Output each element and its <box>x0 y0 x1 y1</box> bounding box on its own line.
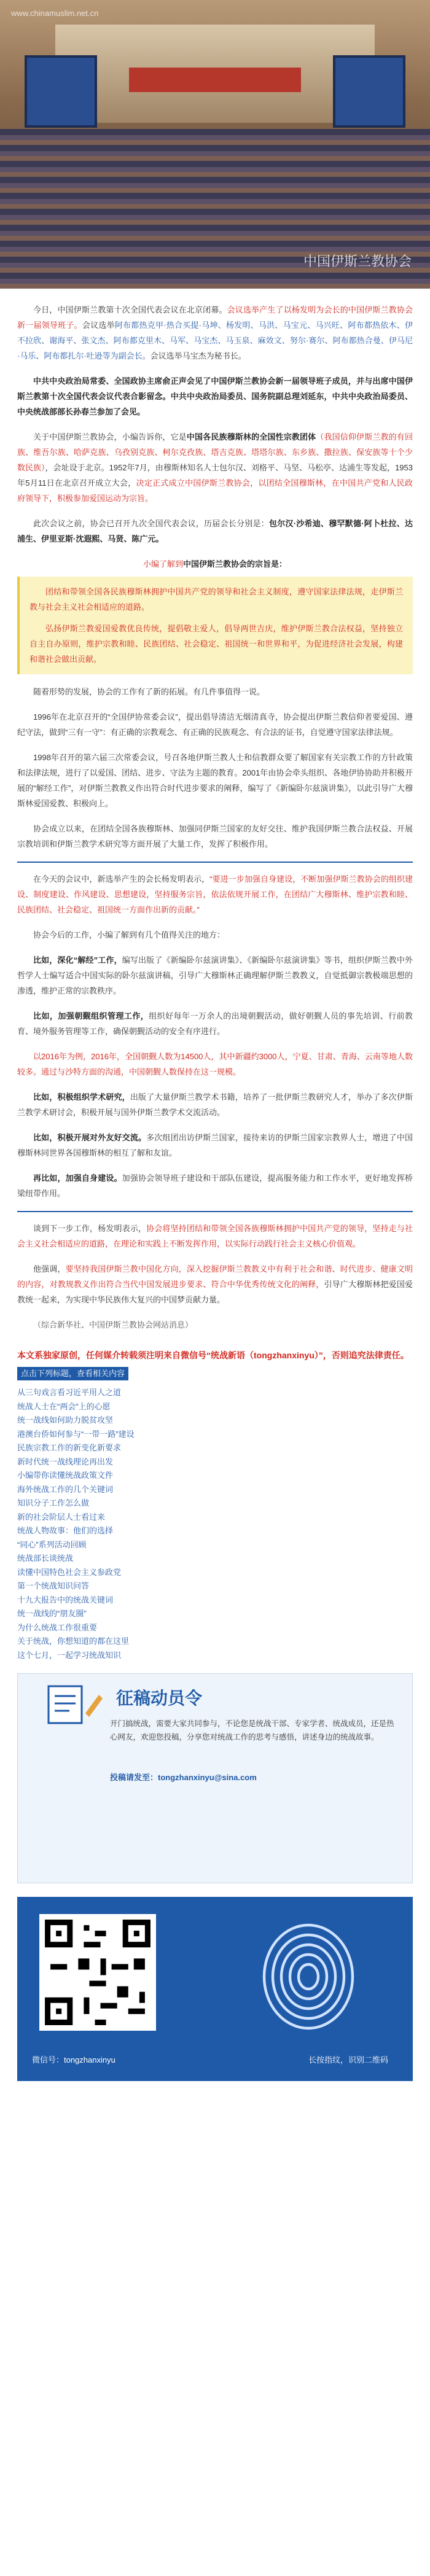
paragraph-red: 以2016年为例，2016年，全国朝觐人数为14500人，其中新疆约3000人，宁夏、甘肃、青海、云南等地人数较多。通过与沙特方面的沟通，中国朝觐人数保持在这一规模。 <box>17 1052 413 1076</box>
paragraph: 协会今后的工作，小编了解到有几个值得关注的地方： <box>33 930 225 940</box>
related-heading: 点击下列标题，查看相关内容 <box>17 1367 128 1380</box>
paragraph: 比如，积极组织学术研究，出版了大量伊斯兰教学术书籍，培养了一批伊斯兰教研究人才，举办了多次伊斯兰教学术研讨会，积极开展与国外伊斯兰教学术交流活动。 <box>17 1092 413 1117</box>
qr-code-icon[interactable] <box>39 1914 156 2031</box>
paragraph: 随着形势的发展，协会的工作有了新的拓展。有几件事值得一说。 <box>33 687 265 696</box>
paragraph: 关于中国伊斯兰教协会，小编告诉你，它是中国各民族穆斯林的全国性宗教团体（我国信仰伊斯兰教的有回族、维吾尔族、哈萨克族、乌孜别克族、柯尔克孜族、塔吉克族、塔塔尔族、东乡族、撒拉族、保安族等十个少数民族），会址设于北京。1952年7月，由穆斯林知名人士包尔汉、刘格平、马坚、马松亭、达浦生等发起，1953年5月11日在北京召开成立大会，决定正式成立中国伊斯兰教协会，以团结全国穆斯林，在中国共产党和人民政府领导下，积极参加爱国运动为宗旨。 <box>17 432 413 503</box>
section-heading: 小编了解到中国伊斯兰教协会的宗旨是： <box>143 559 287 569</box>
paragraph: 比如，积极开展对外友好交流。多次组团出访伊斯兰国家，接待来访的伊斯兰国家宗教界人士，增进了中国穆斯林同世界各国穆斯林的相互了解和友谊。 <box>17 1133 413 1158</box>
scan-hint: 长按指纹，识别二维码 <box>308 2055 388 2064</box>
related-link[interactable]: 知识分子工作怎么做 <box>17 1498 90 1508</box>
related-link[interactable]: 新时代统一战线理论再出发 <box>17 1457 114 1466</box>
card-body: 开门搞统战，需要大家共同参与，不论您是统战干部、专家学者、统战成员，还是热心网友，欢迎您投稿，分享您对统战工作的思考与感悟，讲述身边的统战故事。 <box>110 1719 394 1741</box>
copyright-notice: 本文系独家原创，任何媒介转载须注明来自微信号“统战新语（tongzhanxinyu）”，否则追究法律责任。 <box>17 1350 409 1360</box>
divider <box>17 1211 413 1212</box>
red-banner <box>129 68 301 92</box>
related-link[interactable]: “同心”系列活动回顾 <box>17 1539 87 1549</box>
related-link[interactable]: 从三句戏言看习近平用人之道 <box>17 1388 122 1397</box>
related-link[interactable]: 小编带你读懂统战政策文件 <box>17 1471 114 1480</box>
paragraph: 1996年在北京召开的“全国伊协常委会议”，提出倡导清洁无烟清真寺，协会提出伊斯兰教信仰者要爱国、遵纪守法，做到“三有一守”：有正确的宗教观念、有正确的民族观念、有合法的证书，自觉遵守国家法律法规。 <box>17 712 413 737</box>
related-link[interactable]: 关于统战，你想知道的都在这里 <box>17 1636 130 1646</box>
related-link[interactable]: 民族宗教工作的新变化新要求 <box>17 1443 122 1452</box>
related-link[interactable]: 统战人士在“两会”上的心愿 <box>17 1401 111 1411</box>
mission-text: 弘扬伊斯兰教爱国爱教优良传统，提倡敬主爱人，倡导两世吉庆，维护伊斯兰教合法权益，坚持独立自主自办原则，维护宗教和睦、民族团结、社会稳定、祖国统一和世界和平，为促进经济社会发展，构建和谐社会做出贡献。 <box>29 624 403 664</box>
paragraph: 他强调，要坚持我国伊斯兰教中国化方向，深入挖掘伊斯兰教教义中有利于社会和谐、时代进步、健康文明的内容，对教规教义作出符合当代中国发展进步要求、符合中华优秀传统文化的阐释，引导广大穆斯林把爱国爱教统一起来，为实现中华民族伟大复兴的中国梦贡献力量。 <box>17 1264 413 1304</box>
article-body <box>0 289 430 1662</box>
paragraph: 1998年召开的第六届三次常委会议，号召各地伊斯兰教人士和信教群众要了解国家有关宗教工作的方针政策和法律法规，进行了以爱国、团结、进步、守法为主题的教育。2001年由协会牵头组织、各地伊协协助并积极开展的“解经工作”，对伊斯兰教教义作出符合时代进步要求的阐释，编写了《新编卧尔兹演讲集》，以此引导广大穆斯林爱国爱教、积极向上。 <box>17 753 413 808</box>
paragraph: 今日，中国伊斯兰教第十次全国代表会议在北京闭幕。会议选举产生了以杨发明为会长的中国伊斯兰教协会新一届领导班子。会议选举阿布都热克甲·热合买提·马坤、杨发明、马洪、马宝元、马兴旺、阿布都热依木、伊不拉欣、谢海平、张文杰、阿布都克里木、马军、马宝杰、马玉泉、麻效文、努尔·赛尔、阿布都热合曼、伊马尼·马乐、阿布都扎尔·吐逊等为副会长。会议选举马宝杰为秘书长。 <box>17 305 413 360</box>
card-title: 征稿动员令 <box>116 1689 203 1708</box>
paragraph: 再比如，加强自身建设。加强协会领导班子建设和干部队伍建设，提高服务能力和工作水平，更好地发挥桥梁纽带作用。 <box>17 1173 413 1198</box>
photo-logo: 中国伊斯兰教协会 <box>303 254 412 270</box>
submission-email[interactable]: 投稿请发至：tongzhanxinyu@sina.com <box>110 1773 257 1782</box>
paragraph: 此次会议之前，协会已召开九次全国代表会议，历届会长分别是：包尔汉·沙希迪、穆罕默德·阿卜杜拉、达浦生、伊里亚斯·沈遐熙、马贤、陈广元。 <box>17 519 413 543</box>
paragraph: 谈到下一步工作，杨发明表示，协会将坚持团结和带领全国各族穆斯林拥护中国共产党的领导，坚持走与社会主义社会相适应的道路，在理论和实践上不断发挥作用，以实际行动践行社会主义核心价值观。 <box>17 1224 413 1248</box>
mission-box <box>17 577 413 674</box>
right-screen <box>333 55 405 128</box>
mission-text: 团结和带领全国各民族穆斯林拥护中国共产党的领导和社会主义制度，遵守国家法律法规，走伊斯兰教与社会主义社会相适应的道路。 <box>29 587 403 612</box>
call-for-papers-card <box>17 1673 413 1883</box>
related-link[interactable]: 读懂中国特色社会主义参政党 <box>17 1567 122 1577</box>
qr-section <box>17 1897 413 2081</box>
document-icon <box>42 1683 104 1726</box>
paragraph: 比如，加强朝觐组织管理工作，组织好每年一万余人的出境朝觐活动，做好朝觐人员的事先培训、行前教育、境外服务管理等工作，确保朝觐活动的安全有序进行。 <box>17 1011 413 1036</box>
wechat-id: 微信号：tongzhanxinyu <box>32 2055 115 2064</box>
fingerprint-icon[interactable] <box>247 1913 370 2036</box>
source-note: （综合新华社、中国伊斯兰教协会网站消息） <box>33 1320 194 1329</box>
related-link[interactable]: 统一战线的“朋友圈” <box>17 1609 87 1618</box>
conference-photo <box>0 0 430 289</box>
paragraph-bold: 中共中央政治局常委、全国政协主席俞正声会见了中国伊斯兰教协会新一届领导班子成员，并与出席中国伊斯兰教第十次全国代表会议代表合影留念。中共中央政治局委员、国务院副总理刘延东，中共中央政治局委员、中央统战部部长孙春兰参加了会见。 <box>17 376 413 416</box>
related-link[interactable]: 统战部长谈统战 <box>17 1554 74 1563</box>
related-link[interactable]: 港澳台侨如何参与“一带一路”建设 <box>17 1429 135 1439</box>
related-link[interactable]: 海外统战工作的几个关键词 <box>17 1484 114 1494</box>
related-link[interactable]: 这个七月，一起学习统战知识 <box>17 1650 122 1660</box>
divider <box>17 862 413 863</box>
paragraph: 协会成立以来，在团结全国各族穆斯林、加强同伊斯兰国家的友好交往、维护我国伊斯兰教合法权益、开展宗教培训和伊斯兰教学术研究等方面开展了大量工作，发挥了积极作用。 <box>17 824 413 849</box>
related-link[interactable]: 新的社会阶层人士看过来 <box>17 1512 106 1522</box>
related-link[interactable]: 统战人物故事：他们的选择 <box>17 1526 114 1535</box>
related-links <box>17 1386 413 1662</box>
left-screen <box>25 55 97 128</box>
related-link[interactable]: 十九大报告中的统战关键词 <box>17 1595 114 1605</box>
related-link[interactable]: 第一个统战知识问答 <box>17 1581 90 1590</box>
paragraph: 比如，深化“解经”工作，编写出版了《新编卧尔兹演讲集》、《新编卧尔兹演讲集》等书，组织伊斯兰教中外哲学人士编写适合中国实际的卧尔兹演讲稿，引导广大穆斯林正确理解伊斯兰教教义，自觉抵御宗教极端思想的渗透，维护正常的宗教秩序。 <box>17 955 413 995</box>
related-link[interactable]: 为什么统战工作很重要 <box>17 1622 98 1632</box>
related-link[interactable]: 统一战线如何助力脱贫攻坚 <box>17 1415 114 1425</box>
photo-watermark: www.chinamuslim.net.cn <box>11 9 99 18</box>
paragraph: 在今天的会议中，新选举产生的会长杨发明表示，“要进一步加强自身建设，不断加强伊斯兰教协会的组织建设、制度建设、作风建设、思想建设，坚持服务宗旨，依法依规开展工作，在团结广大穆斯林、维护宗教和睦、民族团结、社会稳定、祖国统一方面作出新的贡献。” <box>17 874 413 914</box>
